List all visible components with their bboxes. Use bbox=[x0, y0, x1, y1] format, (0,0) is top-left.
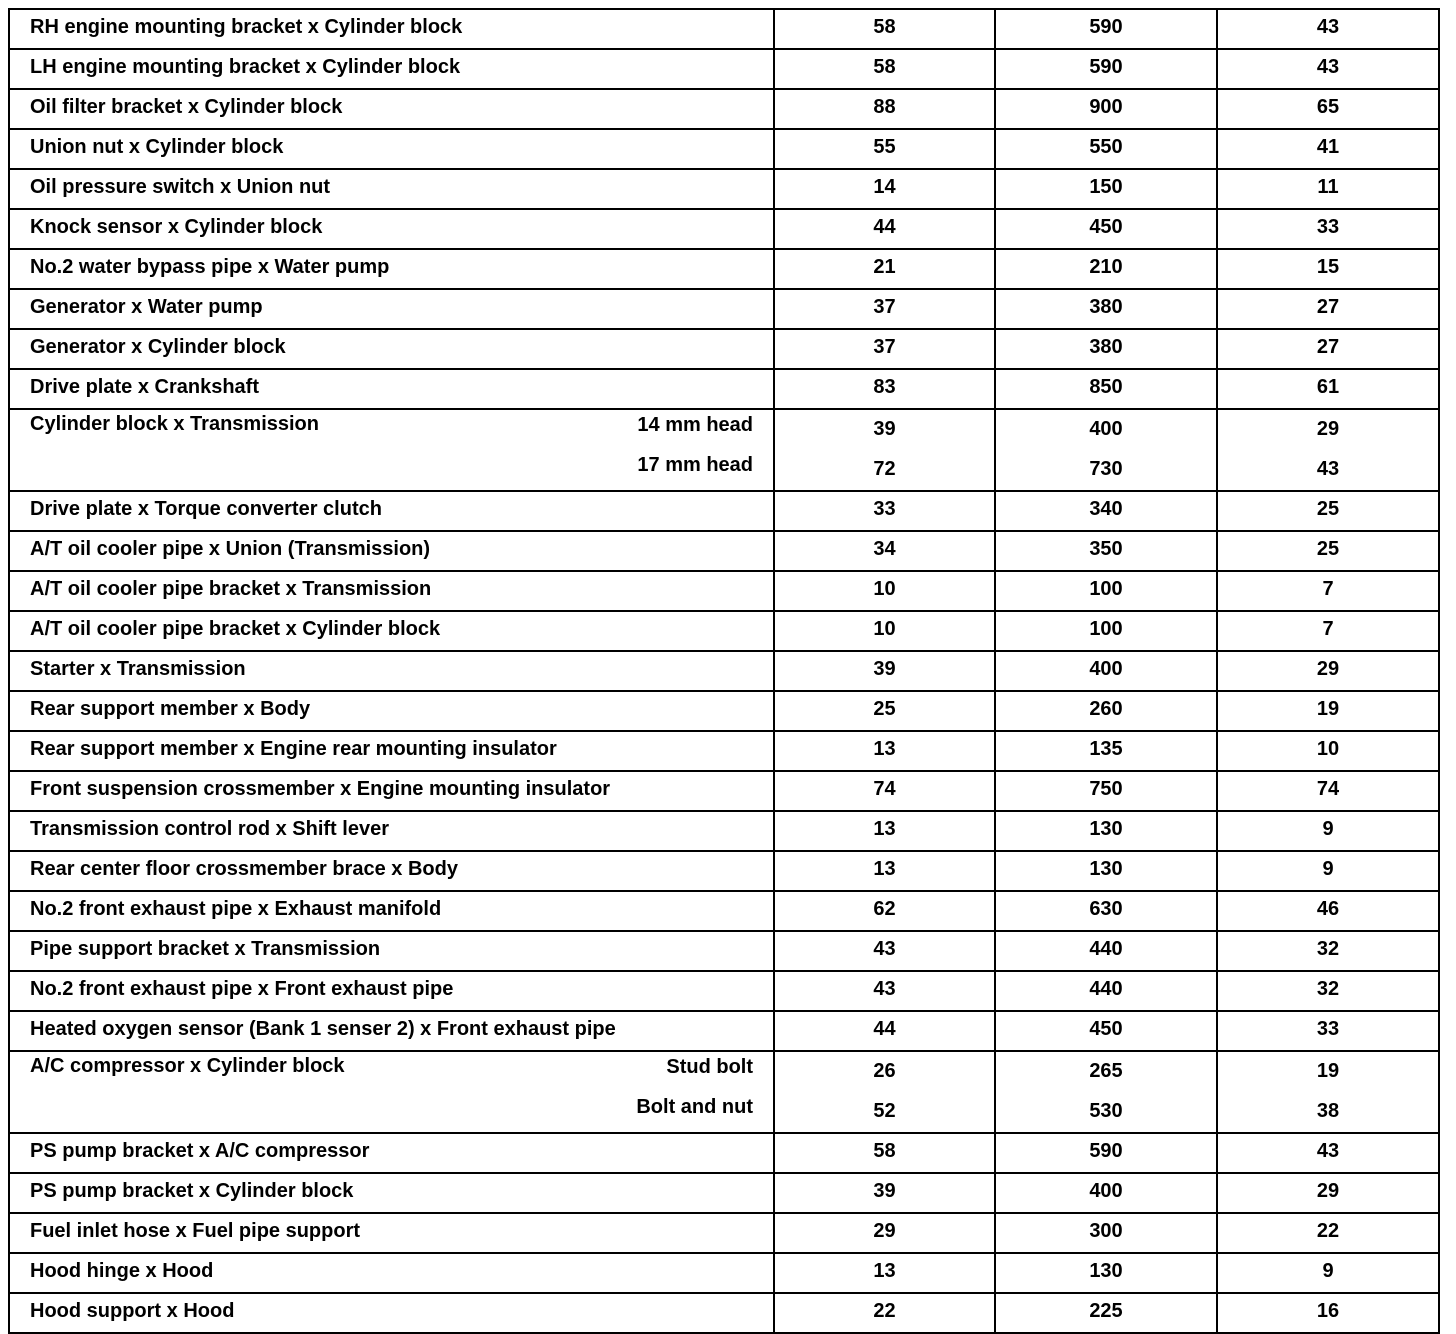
value-kgfcm: 450 bbox=[995, 209, 1217, 249]
value-nm: 62 bbox=[774, 891, 995, 931]
table-row bbox=[9, 851, 1439, 891]
value-kgfcm: 400 bbox=[995, 651, 1217, 691]
value-ftlbf: 19 bbox=[1316, 1060, 1340, 1082]
value-stack bbox=[775, 410, 994, 490]
value-nm: 21 bbox=[774, 249, 995, 289]
value-ftlbf: 16 bbox=[1217, 1293, 1439, 1333]
value-kgfcm: 225 bbox=[995, 1293, 1217, 1333]
part-name: PS pump bracket x Cylinder block bbox=[9, 1173, 774, 1213]
value-kgfcm: 590 bbox=[995, 49, 1217, 89]
value-kgfcm: 100 bbox=[995, 571, 1217, 611]
value-nm: 88 bbox=[774, 89, 995, 129]
value-nm: 83 bbox=[774, 369, 995, 409]
part-name: Rear support member x Body bbox=[9, 691, 774, 731]
value-ftlbf: 22 bbox=[1217, 1213, 1439, 1253]
part-name: Drive plate x Torque converter clutch bbox=[9, 491, 774, 531]
value-kgfcm: 210 bbox=[995, 249, 1217, 289]
value-nm: 25 bbox=[774, 691, 995, 731]
part-name: Rear support member x Engine rear mounting insulator bbox=[9, 731, 774, 771]
split-wrap bbox=[10, 1052, 773, 1132]
value-ftlbf: 65 bbox=[1217, 89, 1439, 129]
value-ftlbf: 25 bbox=[1217, 491, 1439, 531]
value-nm: 26 bbox=[873, 1060, 896, 1082]
value-ftlbf: 33 bbox=[1217, 209, 1439, 249]
value-ftlbf: 32 bbox=[1217, 971, 1439, 1011]
value-kgfcm: 135 bbox=[995, 731, 1217, 771]
value-kgfcm: 400 bbox=[995, 1173, 1217, 1213]
value-ftlbf: 9 bbox=[1217, 851, 1439, 891]
value-nm: 39 bbox=[873, 418, 896, 440]
value-kgfcm: 550 bbox=[995, 129, 1217, 169]
variant-label: 17 mm head bbox=[637, 454, 753, 476]
value-nm: 14 bbox=[774, 169, 995, 209]
value-nm: 55 bbox=[774, 129, 995, 169]
value-cell-ftlbf bbox=[1217, 1051, 1439, 1133]
value-ftlbf: 61 bbox=[1217, 369, 1439, 409]
table-row bbox=[9, 891, 1439, 931]
part-cell bbox=[9, 409, 774, 491]
value-kgfcm: 590 bbox=[995, 9, 1217, 49]
value-stack bbox=[775, 1052, 994, 1132]
value-kgfcm: 130 bbox=[995, 1253, 1217, 1293]
table-row bbox=[9, 409, 1439, 491]
table-body bbox=[9, 9, 1439, 1333]
value-nm: 52 bbox=[873, 1100, 896, 1122]
part-name: Oil filter bracket x Cylinder block bbox=[9, 89, 774, 129]
table-row bbox=[9, 1133, 1439, 1173]
value-ftlbf: 7 bbox=[1217, 571, 1439, 611]
value-nm: 58 bbox=[774, 9, 995, 49]
table-row bbox=[9, 1173, 1439, 1213]
value-kgfcm: 730 bbox=[1089, 458, 1123, 480]
table-row bbox=[9, 691, 1439, 731]
table-row bbox=[9, 329, 1439, 369]
value-nm: 10 bbox=[774, 611, 995, 651]
table-row bbox=[9, 571, 1439, 611]
value-kgfcm: 380 bbox=[995, 329, 1217, 369]
value-kgfcm: 900 bbox=[995, 89, 1217, 129]
value-ftlbf: 43 bbox=[1217, 1133, 1439, 1173]
part-name: Generator x Cylinder block bbox=[9, 329, 774, 369]
value-kgfcm: 530 bbox=[1089, 1100, 1123, 1122]
value-kgfcm: 440 bbox=[995, 931, 1217, 971]
value-nm: 39 bbox=[774, 1173, 995, 1213]
part-name: No.2 water bypass pipe x Water pump bbox=[9, 249, 774, 289]
value-stack bbox=[1218, 410, 1438, 490]
value-ftlbf: 29 bbox=[1316, 418, 1340, 440]
value-ftlbf: 32 bbox=[1217, 931, 1439, 971]
table-row bbox=[9, 491, 1439, 531]
table-row bbox=[9, 249, 1439, 289]
value-nm: 39 bbox=[774, 651, 995, 691]
value-nm: 44 bbox=[774, 1011, 995, 1051]
value-kgfcm: 440 bbox=[995, 971, 1217, 1011]
value-cell-kgfcm bbox=[995, 1051, 1217, 1133]
part-cell bbox=[9, 1051, 774, 1133]
value-ftlbf: 10 bbox=[1217, 731, 1439, 771]
value-ftlbf: 27 bbox=[1217, 329, 1439, 369]
value-kgfcm: 130 bbox=[995, 811, 1217, 851]
table-row bbox=[9, 209, 1439, 249]
table-row bbox=[9, 49, 1439, 89]
value-nm: 74 bbox=[774, 771, 995, 811]
part-name: Transmission control rod x Shift lever bbox=[9, 811, 774, 851]
table-row bbox=[9, 531, 1439, 571]
value-ftlbf: 19 bbox=[1217, 691, 1439, 731]
value-cell-kgfcm bbox=[995, 409, 1217, 491]
torque-specification-table bbox=[8, 8, 1440, 1334]
value-kgfcm: 130 bbox=[995, 851, 1217, 891]
part-name: Hood support x Hood bbox=[9, 1293, 774, 1333]
part-name: Rear center floor crossmember brace x Body bbox=[9, 851, 774, 891]
table-row bbox=[9, 169, 1439, 209]
value-kgfcm: 100 bbox=[995, 611, 1217, 651]
value-nm: 37 bbox=[774, 329, 995, 369]
value-nm: 58 bbox=[774, 49, 995, 89]
value-kgfcm: 450 bbox=[995, 1011, 1217, 1051]
part-name: Front suspension crossmember x Engine mounting insulator bbox=[9, 771, 774, 811]
variant-label: 14 mm head bbox=[637, 414, 753, 436]
value-kgfcm: 260 bbox=[995, 691, 1217, 731]
part-name: Pipe support bracket x Transmission bbox=[9, 931, 774, 971]
part-name: RH engine mounting bracket x Cylinder block bbox=[9, 9, 774, 49]
value-stack bbox=[1218, 1052, 1438, 1132]
table-row bbox=[9, 731, 1439, 771]
value-nm: 34 bbox=[774, 531, 995, 571]
table-row bbox=[9, 611, 1439, 651]
value-stack bbox=[996, 410, 1216, 490]
part-name: A/T oil cooler pipe bracket x Transmission bbox=[9, 571, 774, 611]
part-name: Knock sensor x Cylinder block bbox=[9, 209, 774, 249]
table-row bbox=[9, 369, 1439, 409]
value-kgfcm: 380 bbox=[995, 289, 1217, 329]
table-row bbox=[9, 9, 1439, 49]
value-ftlbf: 9 bbox=[1217, 1253, 1439, 1293]
part-name: Cylinder block x Transmission bbox=[30, 413, 319, 435]
value-kgfcm: 300 bbox=[995, 1213, 1217, 1253]
part-name: Oil pressure switch x Union nut bbox=[9, 169, 774, 209]
value-ftlbf: 43 bbox=[1316, 458, 1340, 480]
part-name: Drive plate x Crankshaft bbox=[9, 369, 774, 409]
part-name: Union nut x Cylinder block bbox=[9, 129, 774, 169]
part-name: A/T oil cooler pipe x Union (Transmission) bbox=[9, 531, 774, 571]
value-kgfcm: 400 bbox=[1089, 418, 1123, 440]
split-wrap bbox=[10, 410, 773, 490]
value-ftlbf: 41 bbox=[1217, 129, 1439, 169]
value-ftlbf: 27 bbox=[1217, 289, 1439, 329]
value-nm: 10 bbox=[774, 571, 995, 611]
value-nm: 13 bbox=[774, 731, 995, 771]
value-ftlbf: 29 bbox=[1217, 651, 1439, 691]
part-name: No.2 front exhaust pipe x Front exhaust pipe bbox=[9, 971, 774, 1011]
table-row bbox=[9, 931, 1439, 971]
value-ftlbf: 9 bbox=[1217, 811, 1439, 851]
value-nm: 44 bbox=[774, 209, 995, 249]
part-name: A/T oil cooler pipe bracket x Cylinder block bbox=[9, 611, 774, 651]
variant-label: Stud bolt bbox=[666, 1056, 753, 1078]
value-nm: 13 bbox=[774, 811, 995, 851]
value-ftlbf: 11 bbox=[1217, 169, 1439, 209]
table-row bbox=[9, 1293, 1439, 1333]
value-kgfcm: 340 bbox=[995, 491, 1217, 531]
value-ftlbf: 29 bbox=[1217, 1173, 1439, 1213]
table-row bbox=[9, 1213, 1439, 1253]
part-name: Generator x Water pump bbox=[9, 289, 774, 329]
part-name: LH engine mounting bracket x Cylinder block bbox=[9, 49, 774, 89]
table-row bbox=[9, 1011, 1439, 1051]
part-name: Starter x Transmission bbox=[9, 651, 774, 691]
table-row bbox=[9, 129, 1439, 169]
value-kgfcm: 590 bbox=[995, 1133, 1217, 1173]
part-name: A/C compressor x Cylinder block bbox=[30, 1055, 345, 1077]
value-nm: 29 bbox=[774, 1213, 995, 1253]
value-nm: 43 bbox=[774, 931, 995, 971]
value-nm: 13 bbox=[774, 851, 995, 891]
value-nm: 13 bbox=[774, 1253, 995, 1293]
value-nm: 72 bbox=[873, 458, 896, 480]
value-nm: 43 bbox=[774, 971, 995, 1011]
table-row bbox=[9, 289, 1439, 329]
part-name: Hood hinge x Hood bbox=[9, 1253, 774, 1293]
table-row bbox=[9, 1253, 1439, 1293]
value-ftlbf: 38 bbox=[1316, 1100, 1340, 1122]
value-kgfcm: 150 bbox=[995, 169, 1217, 209]
part-name: Heated oxygen sensor (Bank 1 senser 2) x Front exhaust pipe bbox=[9, 1011, 774, 1051]
value-cell-ftlbf bbox=[1217, 409, 1439, 491]
part-name: Fuel inlet hose x Fuel pipe support bbox=[9, 1213, 774, 1253]
table-row bbox=[9, 1051, 1439, 1133]
value-nm: 58 bbox=[774, 1133, 995, 1173]
value-ftlbf: 46 bbox=[1217, 891, 1439, 931]
value-nm: 37 bbox=[774, 289, 995, 329]
value-stack bbox=[996, 1052, 1216, 1132]
value-cell-nm bbox=[774, 409, 995, 491]
value-ftlbf: 33 bbox=[1217, 1011, 1439, 1051]
part-name: PS pump bracket x A/C compressor bbox=[9, 1133, 774, 1173]
value-cell-nm bbox=[774, 1051, 995, 1133]
value-ftlbf: 43 bbox=[1217, 9, 1439, 49]
value-ftlbf: 7 bbox=[1217, 611, 1439, 651]
value-ftlbf: 74 bbox=[1217, 771, 1439, 811]
value-kgfcm: 630 bbox=[995, 891, 1217, 931]
part-name: No.2 front exhaust pipe x Exhaust manifold bbox=[9, 891, 774, 931]
value-kgfcm: 350 bbox=[995, 531, 1217, 571]
value-ftlbf: 43 bbox=[1217, 49, 1439, 89]
table-row bbox=[9, 651, 1439, 691]
table-row bbox=[9, 771, 1439, 811]
variant-label: Bolt and nut bbox=[636, 1096, 753, 1118]
value-nm: 33 bbox=[774, 491, 995, 531]
table-row bbox=[9, 89, 1439, 129]
table-row bbox=[9, 811, 1439, 851]
value-ftlbf: 25 bbox=[1217, 531, 1439, 571]
table-row bbox=[9, 971, 1439, 1011]
value-kgfcm: 850 bbox=[995, 369, 1217, 409]
value-kgfcm: 265 bbox=[1089, 1060, 1123, 1082]
value-kgfcm: 750 bbox=[995, 771, 1217, 811]
value-ftlbf: 15 bbox=[1217, 249, 1439, 289]
value-nm: 22 bbox=[774, 1293, 995, 1333]
